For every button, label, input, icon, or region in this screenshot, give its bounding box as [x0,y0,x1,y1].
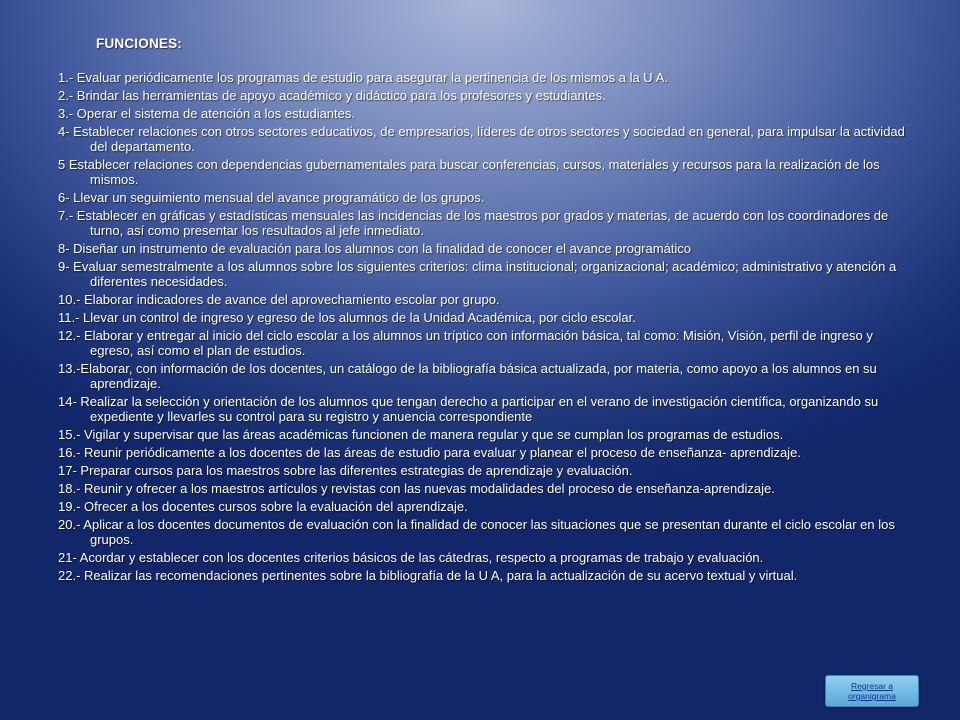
function-item: 16.- Reunir periódicamente a los docentes de las áreas de estudio para evaluar y planear el proceso de enseñanza- aprendizaje. [58,445,801,460]
function-item: 12.- Elaborar y entregar al inicio del ciclo escolar a los alumnos un tríptico con información básica, tal como: Misión, Visión, perfil de ingreso y egreso, así como el plan de estudios. [58,328,873,358]
function-item: 20.- Aplicar a los docentes documentos de evaluación con la finalidad de conocer las situaciones que se presentan durante el ciclo escolar en los grupos. [58,517,895,547]
function-item: 18.- Reunir y ofrecer a los maestros artículos y revistas con las nuevas modalidades del proceso de enseñanza-aprendizaje. [58,481,775,496]
function-item: 15.- Vigilar y supervisar que las áreas académicas funcionen de manera regular y que se cumplan los programas de estudios. [58,427,784,442]
function-item: 22.- Realizar las recomendaciones pertinentes sobre la bibliografía de la U A, para la actualización de su acervo textual y virtual. [58,568,798,583]
function-item: 14- Realizar la selección y orientación de los alumnos que tengan derecho a participar en el verano de investigación científica, organizando su expediente y llevarles su control para su registro y anuencia correspondiente [58,394,879,424]
function-item: 5 Establecer relaciones con dependencias gubernamentales para buscar conferencias, cursos, materiales y recursos para la realización de los mismos. [58,157,880,187]
back-to-organigram-link[interactable]: Regresar a organigrama [848,681,896,701]
function-item: 3.- Operar el sistema de atención a los estudiantes. [58,106,355,121]
function-item: 10.- Elaborar indicadores de avance del aprovechamiento escolar por grupo. [58,292,500,307]
functions-list [58,70,908,586]
function-item: 8- Diseñar un instrumento de evaluación para los alumnos con la finalidad de conocer el avance programático [58,241,692,256]
function-item: 7.- Establecer en gráficas y estadísticas mensuales las incidencias de los maestros por grados y materias, de acuerdo con los coordinadores de turno, así como presentar los resultados al jefe inmediato. [58,208,889,238]
function-item: 2.- Brindar las herramientas de apoyo académico y didáctico para los profesores y estudiantes. [58,88,606,103]
back-to-organigram-button[interactable] [825,675,919,707]
function-item: 9- Evaluar semestralmente a los alumnos sobre los siguientes criterios: clima institucional; organizacional; académico; administrativo y atención a diferentes necesidades. [58,259,897,289]
function-item: 4- Establecer relaciones con otros sectores educativos, de empresarios, líderes de otros sectores y sociedad en general, para impulsar la actividad del departamento. [58,124,905,154]
function-item: 21- Acordar y establecer con los docentes criterios básicos de las cátedras, respecto a programas de trabajo y evaluación. [58,550,764,565]
slide-title: FUNCIONES: [96,36,182,51]
function-item: 1.- Evaluar periódicamente los programas de estudio para asegurar la pertinencia de los mismos a la U A. [58,70,668,85]
function-item: 11.- Llevar un control de ingreso y egreso de los alumnos de la Unidad Académica, por ciclo escolar. [58,310,636,325]
function-item: 17- Preparar cursos para los maestros sobre las diferentes estrategias de aprendizaje y evaluación. [58,463,633,478]
function-item: 13.-Elaborar, con información de los docentes, un catálogo de la bibliografía básica actualizada, por materia, como apoyo a los alumnos en su aprendizaje. [58,361,877,391]
function-item: 6- Llevar un seguimiento mensual del avance programático de los grupos. [58,190,485,205]
function-item: 19.- Ofrecer a los docentes cursos sobre la evaluación del aprendizaje. [58,499,468,514]
